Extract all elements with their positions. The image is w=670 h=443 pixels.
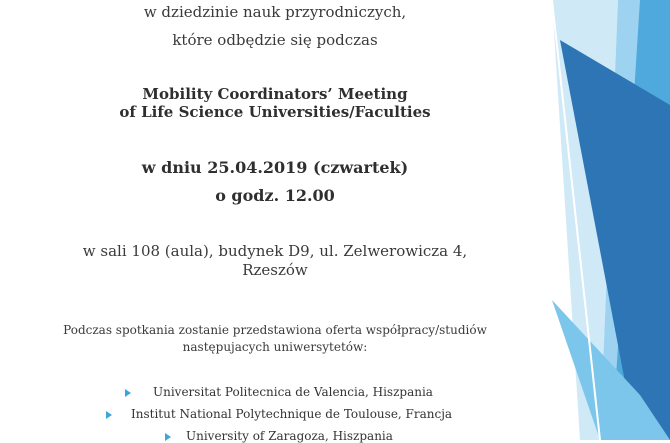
meeting-time: o godz. 12.00 [215, 186, 335, 205]
university-name: Universitat Politecnica de Valencia, Hiszpania [153, 385, 433, 399]
intro-line-2: które odbędzie się podczas [172, 31, 378, 49]
offer-line-1: Podczas spotkania zostanie przedstawiona oferta współpracy/studiów [63, 323, 487, 337]
triangle-bullet-icon [106, 411, 112, 419]
meeting-title-line-2: of Life Science Universities/Faculties [119, 103, 431, 121]
university-name: Institut National Polytechnique de Toulouse, Francja [131, 407, 453, 421]
triangle-bullet-icon [125, 389, 131, 397]
meeting-date: w dniu 25.04.2019 (czwartek) [141, 158, 409, 177]
intro-line-1: w dziedzinie nauk przyrodniczych, [143, 3, 407, 21]
university-name: University of Zaragoza, Hiszpania [186, 429, 393, 443]
meeting-title-line-1: Mobility Coordinators’ Meeting [142, 85, 408, 103]
venue-line-1: w sali 108 (aula), budynek D9, ul. Zelwerowicza 4, [82, 242, 468, 260]
venue-line-2: Rzeszów [242, 261, 308, 279]
offer-line-2: następujacych uniwersytetów: [182, 340, 368, 354]
